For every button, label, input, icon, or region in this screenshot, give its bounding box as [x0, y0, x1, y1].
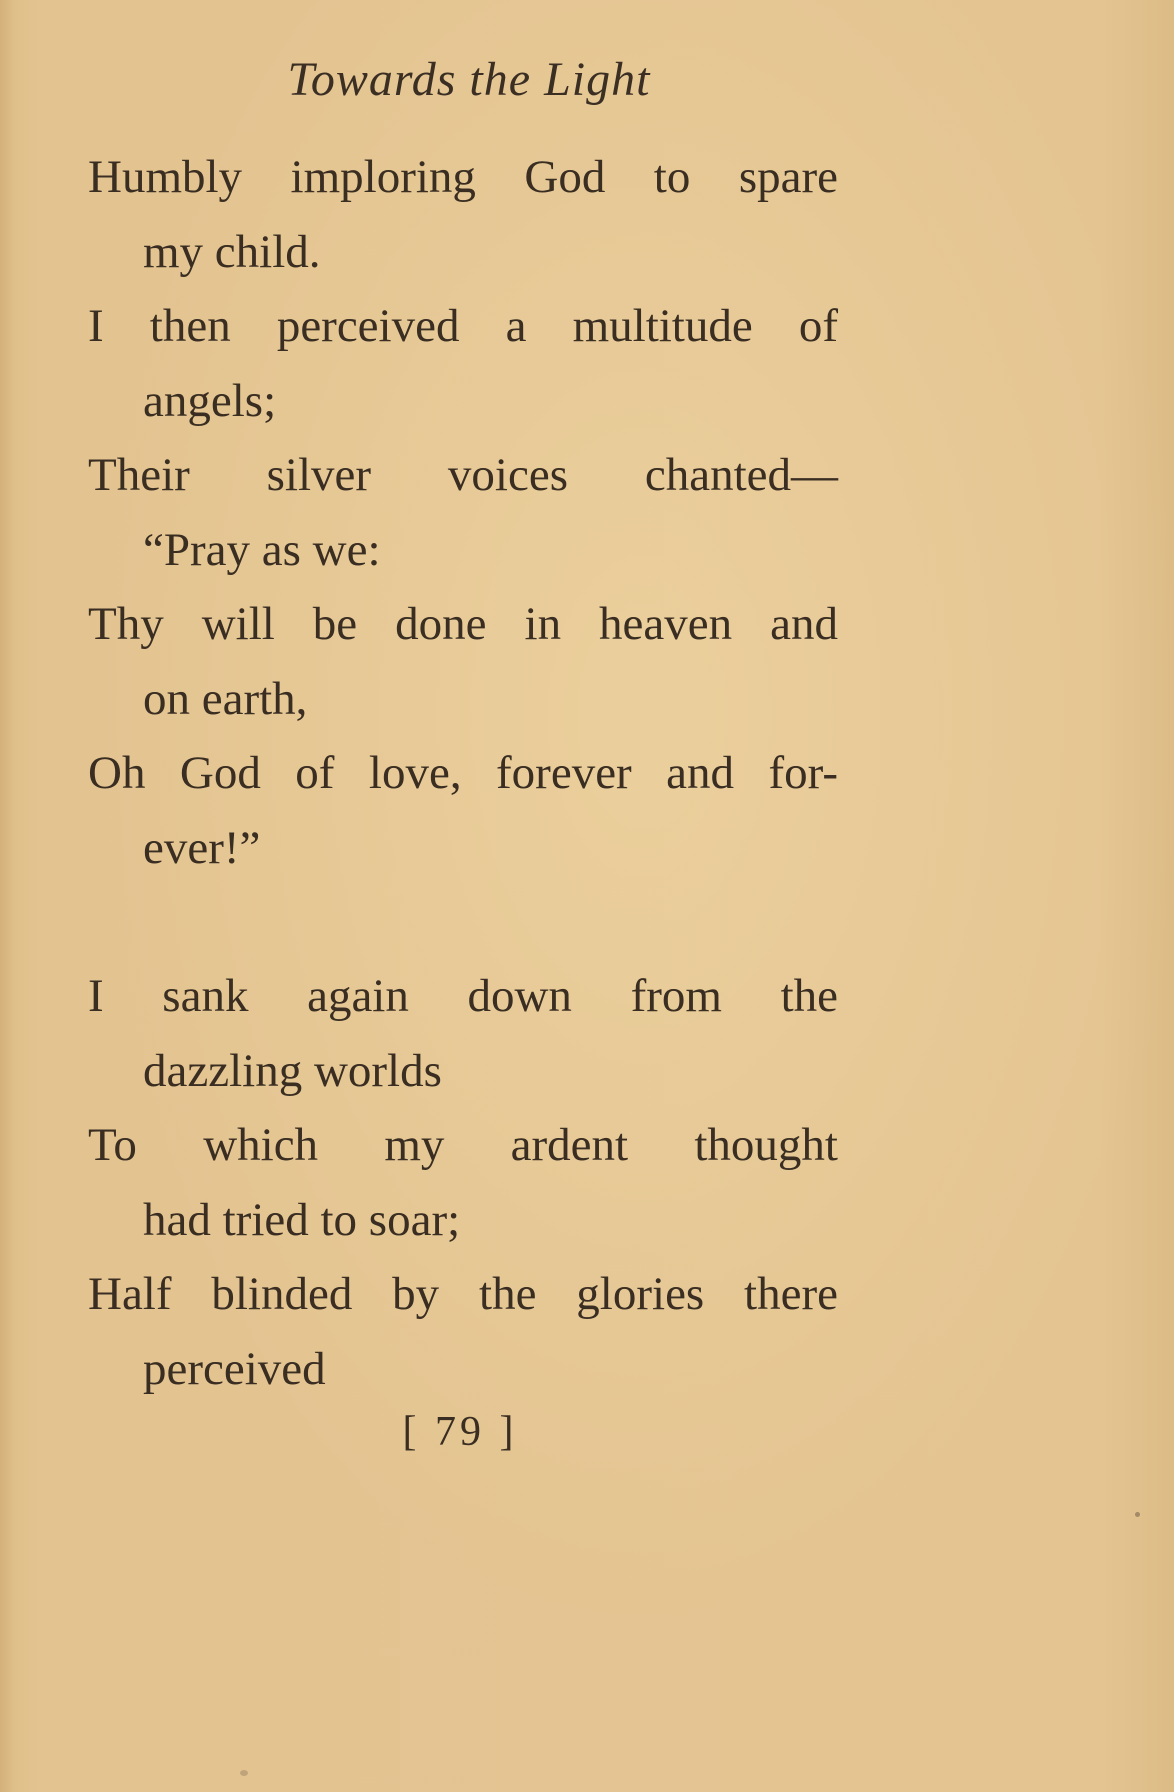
- poem-line-continuation: “Pray as we:: [143, 523, 381, 576]
- poem-line: Thy will be done in heaven and: [88, 598, 838, 650]
- poem-line-continuation: my child.: [143, 225, 321, 278]
- running-title: Towards the Light: [287, 53, 651, 106]
- stanza-1: [88, 140, 838, 885]
- poem-line: Oh God of love, forever and for-: [88, 747, 838, 799]
- paper-speck: [1135, 1512, 1140, 1517]
- poem-body: [88, 140, 838, 1406]
- page-number: [ 79 ]: [402, 1409, 518, 1455]
- poem-line: I then perceived a multitude of: [88, 300, 838, 352]
- poem-line: Their silver voices chanted—: [88, 449, 838, 501]
- poem-line-continuation: perceived: [143, 1342, 326, 1395]
- paper-speck: [240, 1770, 248, 1776]
- poem-line: Half blinded by the glories there: [88, 1268, 838, 1320]
- poem-line: To which my ardent thought: [88, 1119, 838, 1171]
- poem-line-continuation: ever!”: [143, 821, 261, 874]
- poem-line: Humbly imploring God to spare: [88, 151, 838, 203]
- poem-line: I sank again down from the: [88, 970, 838, 1022]
- poem-line-continuation: dazzling worlds: [143, 1044, 442, 1097]
- poem-line-continuation: on earth,: [143, 672, 308, 725]
- stanza-2: [88, 959, 838, 1406]
- poem-line-continuation: had tried to soar;: [143, 1193, 461, 1246]
- poem-line-continuation: angels;: [143, 374, 277, 427]
